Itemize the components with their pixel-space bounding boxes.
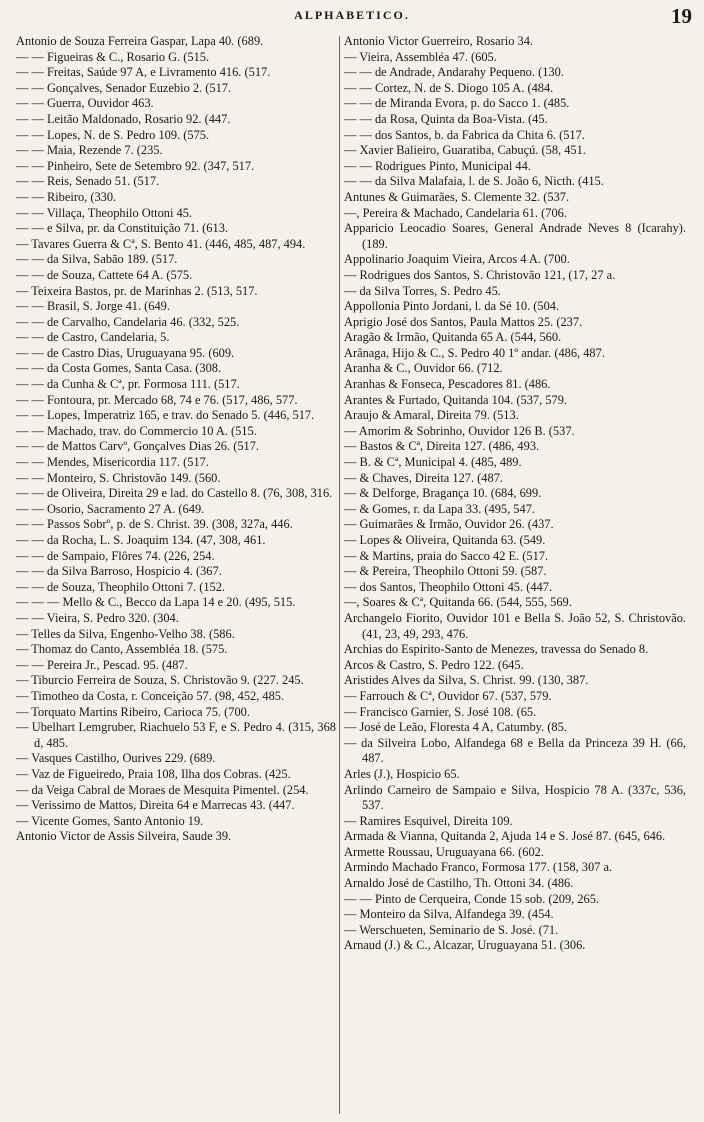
directory-entry: — — de Miranda Evora, p. do Sacco 1. (485. bbox=[344, 96, 570, 111]
directory-entry: Apparicio Leocadio Soares, General Andrade Neves 8 (Icarahy). (189. bbox=[344, 221, 686, 251]
directory-entry: — da Silva Torres, S. Pedro 45. bbox=[344, 283, 501, 298]
directory-entry: — — de Andrade, Andarahy Pequeno. (130. bbox=[344, 65, 564, 80]
directory-entry: Aranha & C., Ouvidor 66. (712. bbox=[344, 361, 503, 376]
directory-entry: — Ramires Esquivel, Direita 109. bbox=[344, 813, 513, 828]
directory-entry: — José de Leão, Floresta 4 A, Catumby. (85. bbox=[344, 720, 567, 735]
directory-entry: — — Pinto de Cerqueira, Conde 15 sob. (209, 265. bbox=[344, 891, 600, 906]
directory-entry: — — da Rocha, L. S. Joaquim 134. (47, 308, 461. bbox=[16, 533, 266, 547]
directory-entry: — — Passos Sobrº, p. de S. Christ. 39. (308, 327a, 446. bbox=[16, 517, 293, 532]
directory-entry: — Guimarães & Irmão, Ouvidor 26. (437. bbox=[344, 517, 554, 532]
running-title: ALPHABETICO. bbox=[294, 8, 410, 22]
directory-entry: — — Pereira Jr., Pescad. 95. (487. bbox=[16, 657, 188, 672]
directory-entry: — — Pinheiro, Sete de Setembro 92. (347, 517. bbox=[16, 158, 255, 173]
directory-entry: — — Lopes, N. de S. Pedro 109. (575. bbox=[16, 127, 210, 142]
directory-entry: — — Gonçalves, Senador Euzebio 2. (517. bbox=[16, 80, 232, 95]
directory-entry: — — da Silva Malafaia, l. de S. João 6, Nicth. (415. bbox=[344, 174, 604, 189]
directory-entry: — — Figueiras & C., Rosario G. (515. bbox=[16, 49, 210, 64]
directory-entry: Aragão & Irmão, Quitanda 65 A. (544, 560. bbox=[344, 330, 562, 345]
directory-entry: — — Rodrigues Pinto, Municipal 44. bbox=[344, 158, 531, 173]
directory-entry: Arnaldo José de Castilho, Th. Ottoni 34. (486. bbox=[344, 876, 574, 891]
directory-entry: — — Machado, trav. do Commercio 10 A. (515. bbox=[16, 423, 257, 438]
directory-entry: — — Fontoura, pr. Mercado 68, 74 e 76. (517, 486, 577. bbox=[16, 392, 298, 407]
directory-entry: — Telles da Silva, Engenho-Velho 38. (586. bbox=[16, 626, 235, 641]
directory-entry: — Francisco Garnier, S. José 108. (65. bbox=[344, 704, 537, 719]
directory-entry: — — da Cunha & Cª, pr. Formosa 111. (517. bbox=[16, 377, 240, 392]
column-divider bbox=[339, 36, 340, 1114]
directory-entry: Aranhas & Fonseca, Pescadores 81. (486. bbox=[344, 377, 551, 392]
directory-entry: Arantes & Furtado, Quitanda 104. (537, 579. bbox=[344, 392, 567, 407]
page-header bbox=[0, 6, 704, 32]
directory-entry: — B. & Cª, Municipal 4. (485, 489. bbox=[344, 455, 522, 470]
directory-entry: Appolinario Joaquim Vieira, Arcos 4 A. (700. bbox=[344, 252, 570, 267]
right-column bbox=[344, 34, 686, 1116]
directory-entry: — — de Castro, Candelaria, 5. bbox=[16, 330, 170, 345]
directory-entry: — — Cortez, N. de S. Diogo 105 A. (484. bbox=[344, 80, 554, 95]
directory-entry: — Teixeira Bastos, pr. de Marinhas 2. (513, 517. bbox=[16, 283, 258, 298]
directory-entry: Arnaud (J.) & C., Alcazar, Uruguayana 51. (306. bbox=[344, 938, 586, 953]
directory-entry: — & Pereira, Theophilo Ottoni 59. (587. bbox=[344, 564, 547, 579]
directory-entry: — Vieira, Assembléa 47. (605. bbox=[344, 49, 497, 64]
directory-entry: — — de Sampaio, Flôres 74. (226, 254. bbox=[16, 548, 215, 563]
directory-entry: — Tavares Guerra & Cª, S. Bento 41. (446, 485, 487, 494. bbox=[16, 236, 306, 251]
directory-entry: — — Villaça, Theophilo Ottoni 45. bbox=[16, 205, 193, 220]
directory-entry: — Werschueten, Seminario de S. José. (71. bbox=[344, 922, 559, 937]
directory-entry: Antunes & Guimarães, S. Clemente 32. (537. bbox=[344, 189, 570, 204]
directory-entry: — — Leitão Maldonado, Rosario 92. (447. bbox=[16, 111, 231, 126]
page-number: 19 bbox=[671, 4, 692, 28]
directory-entry: Archias do Espirito-Santo de Menezes, travessa do Senado 8. bbox=[344, 642, 649, 657]
directory-entry: — Thomaz do Canto, Assembléa 18. (575. bbox=[16, 642, 228, 657]
left-column bbox=[16, 34, 336, 1116]
directory-entry: — & Delforge, Bragança 10. (684, 699. bbox=[344, 486, 542, 501]
directory-entry: — Bastos & Cª, Direita 127. (486, 493. bbox=[344, 439, 540, 454]
directory-entry: Antonio Victor de Assis Silveira, Saude 39. bbox=[16, 829, 232, 844]
directory-entry: — Xavier Balieiro, Guaratiba, Cabuçú. (58, 451. bbox=[344, 143, 586, 158]
directory-entry: — & Gomes, r. da Lapa 33. (495, 547. bbox=[344, 501, 535, 516]
directory-entry: — da Silveira Lobo, Alfandega 68 e Bella da Princeza 39 H. (66, 487. bbox=[344, 735, 686, 766]
directory-entry: — Verissimo de Mattos, Direita 64 e Marrecas 43. (447. bbox=[16, 798, 295, 813]
directory-entry: Armette Roussau, Uruguayana 66. (602. bbox=[344, 844, 544, 859]
directory-entry: — Amorim & Sobrinho, Ouvidor 126 B. (537. bbox=[344, 423, 575, 438]
directory-entry: — Tiburcio Ferreira de Souza, S. Christovão 9. (227. 245. bbox=[16, 673, 304, 688]
directory-entry: — Farrouch & Cª, Ouvidor 67. (537, 579. bbox=[344, 688, 552, 703]
directory-entry: Aprigio José dos Santos, Paula Mattos 25. (237. bbox=[344, 314, 583, 329]
directory-entry: — da Veiga Cabral de Moraes de Mesquita Pimentel. (254. bbox=[16, 782, 309, 797]
directory-entry: Armindo Machado Franco, Formosa 177. (158, 307 a. bbox=[344, 860, 613, 875]
directory-entry: Araujo & Amaral, Direita 79. (513. bbox=[344, 408, 519, 423]
directory-entry: Archangelo Fiorito, Ouvidor 101 e Bella S. João 52, S. Christovão. (41, 23, 49, 293, 476. bbox=[344, 610, 686, 641]
directory-entry: — — de Souza, Cattete 64 A. (575. bbox=[16, 267, 193, 282]
directory-entry: Arcos & Castro, S. Pedro 122. (645. bbox=[344, 657, 524, 672]
directory-entry: — — Osorio, Sacramento 27 A. (649. bbox=[16, 501, 205, 516]
directory-entry: — Lopes & Oliveira, Quitanda 63. (549. bbox=[344, 533, 546, 547]
directory-entry: Arânaga, Hijo & C., S. Pedro 40 1º andar. (486, 487. bbox=[344, 345, 605, 360]
directory-entry: — Ubelhart Lemgruber, Riachuelo 53 F, e S. Pedro 4. (315, 368 d, 485. bbox=[16, 720, 336, 750]
directory-entry: —, Pereira & Machado, Candelaria 61. (706. bbox=[344, 205, 567, 220]
directory-entry: — — de Carvalho, Candelaria 46. (332, 525. bbox=[16, 314, 240, 329]
directory-entry: — — da Silva Barroso, Hospicio 4. (367. bbox=[16, 564, 222, 579]
directory-entry: — — Lopes, Imperatriz 165, e trav. do Senado 5. (446, 517. bbox=[16, 408, 315, 423]
directory-entry: Armada & Vianna, Quitanda 2, Ajuda 14 e S. José 87. (645, 646. bbox=[344, 829, 666, 844]
directory-entry: — Monteiro da Silva, Alfandega 39. (454. bbox=[344, 907, 554, 922]
directory-entry: — Vaz de Figueiredo, Praia 108, Ilha dos Cobras. (425. bbox=[16, 766, 291, 781]
directory-entry: — — da Costa Gomes, Santa Casa. (308. bbox=[16, 361, 222, 376]
directory-entry: — — da Silva, Sabão 189. (517. bbox=[16, 252, 178, 267]
directory-entry: — Vasques Castilho, Ourives 229. (689. bbox=[16, 751, 216, 766]
directory-entry: — & Chaves, Direita 127. (487. bbox=[344, 470, 503, 485]
directory-entry: Antonio de Souza Ferreira Gaspar, Lapa 40. (689. bbox=[16, 34, 264, 48]
directory-entry: Antonio Victor Guerreiro, Rosario 34. bbox=[344, 34, 533, 48]
directory-entry: — dos Santos, Theophilo Ottoni 45. (447. bbox=[344, 579, 553, 594]
directory-entry: — — Brasil, S. Jorge 41. (649. bbox=[16, 299, 170, 314]
directory-entry: — — Monteiro, S. Christovão 149. (560. bbox=[16, 470, 221, 485]
directory-entry: — Timotheo da Costa, r. Conceição 57. (98, 452, 485. bbox=[16, 688, 285, 703]
directory-entry: — — Reis, Senado 51. (517. bbox=[16, 174, 160, 189]
directory-entry: — — Guerra, Ouvidor 463. bbox=[16, 96, 154, 111]
directory-entry: — — dos Santos, b. da Fabrica da Chita 6. (517. bbox=[344, 127, 585, 142]
directory-entry: — Torquato Martins Ribeiro, Carioca 75. (700. bbox=[16, 704, 250, 719]
directory-entry: — — Ribeiro, (330. bbox=[16, 189, 117, 204]
directory-entry: Arles (J.), Hospicio 65. bbox=[344, 766, 460, 781]
directory-entry: — Rodrigues dos Santos, S. Christovão 121, (17, 27 a. bbox=[344, 267, 616, 282]
directory-entry: — — de Oliveira, Direita 29 e lad. do Castello 8. (76, 308, 316. bbox=[16, 486, 333, 501]
directory-entry: — — de Souza, Theophilo Ottoni 7. (152. bbox=[16, 579, 226, 594]
directory-entry: — — Vieira, S. Pedro 320. (304. bbox=[16, 610, 179, 625]
directory-entry: — Vicente Gomes, Santo Antonio 19. bbox=[16, 813, 204, 828]
directory-entry: — — Maia, Rezende 7. (235. bbox=[16, 143, 163, 158]
directory-entry: — & Martins, praia do Sacco 42 E. (517. bbox=[344, 548, 549, 563]
directory-entry: — — Freitas, Saúde 97 A, e Livramento 416. (517. bbox=[16, 65, 271, 80]
directory-entry: — — — Mello & C., Becco da Lapa 14 e 20. (495, 515. bbox=[16, 595, 296, 610]
directory-entry: Aristides Alves da Silva, S. Christ. 99. (130, 387. bbox=[344, 673, 589, 688]
directory-entry: Appollonia Pinto Jordani, l. da Sé 10. (504. bbox=[344, 299, 560, 314]
directory-entry: —, Soares & Cª, Quitanda 66. (544, 555, 569. bbox=[344, 595, 572, 610]
directory-entry: — — Mendes, Misericordia 117. (517. bbox=[16, 455, 209, 470]
directory-entry: — — da Rosa, Quinta da Boa-Vista. (45. bbox=[344, 111, 548, 126]
directory-entry: — — de Mattos Carvº, Gonçalves Dias 26. (517. bbox=[16, 439, 260, 454]
directory-entry: — — de Castro Dias, Uruguayana 95. (609. bbox=[16, 345, 235, 360]
directory-entry: Arlindo Carneiro de Sampaio e Silva, Hospicio 78 A. (337c, 536, 537. bbox=[344, 782, 686, 813]
directory-entry: — — e Silva, pr. da Constituição 71. (613. bbox=[16, 221, 228, 236]
